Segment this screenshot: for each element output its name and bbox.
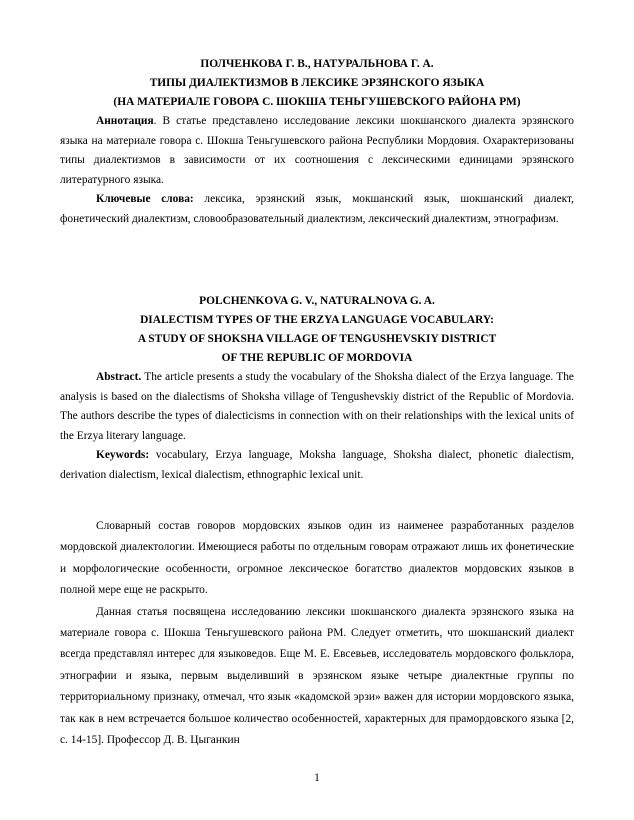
en-abstract <box>60 368 574 446</box>
en-keywords-label: Keywords: <box>96 449 150 462</box>
ru-title-line-1: ТИПЫ ДИАЛЕКТИЗМОВ В ЛЕКСИКЕ ЭРЗЯНСКОГО ЯЗЫКА <box>149 77 485 89</box>
english-header-section <box>60 292 574 486</box>
en-title-line-2: A STUDY OF SHOKSHA VILLAGE OF TENGUSHEVSKIY DISTRICT <box>137 333 497 345</box>
ru-abstract-text: . В статье представлено исследование лексики шокшанского диалекта эрзянского языка на материале говора с. Шокша Теньгушевского района Республики Мордовия. Охарактеризованы типы диалектизмов в зависимости от их соотношения с лексическими единицами эрзянского литературного языка. <box>60 115 574 186</box>
ru-abstract <box>60 112 574 190</box>
en-title-line-3: OF THE REPUBLIC OF MORDOVIA <box>221 352 413 364</box>
ru-keywords-label: Ключевые слова: <box>96 193 194 206</box>
ru-authors: ПОЛЧЕНКОВА Г. В., НАТУРАЛЬНОВА Г. А. <box>200 58 434 70</box>
body-paragraph-2: Данная статья посвящена исследованию лексики шокшанского диалекта эрзянского языка на материале говора с. Шокша Теньгушевского района РМ. Следует отметить, что шокшанский диалект всегда представлял интерес для языковедов. Еще М. Е. Евсевьев, исследователь мордовского фольклора, этнографии и языка, первым выделивший в эрзянском языке четыре диалектные группы по территориальному признаку, отмечал, что язык «кадомской эрзи» важен для истории мордовского языка, так как в нем встречается большое количество особенностей, характерных для прамордовского языка [2, с. 14-15]. Профессор Д. В. Цыганкин <box>60 605 574 747</box>
ru-title-line-2: (НА МАТЕРИАЛЕ ГОВОРА С. ШОКША ТЕНЬГУШЕВСКОГО РАЙОНА РМ) <box>113 96 521 108</box>
russian-header-section <box>60 55 574 230</box>
en-keywords-text: vocabulary, Erzya language, Moksha language, Shoksha dialect, phonetic dialectism, derivation dialectism, lexical dialectism, ethnographic lexical unit. <box>60 449 574 481</box>
en-authors: POLCHENKOVA G. V., NATURALNOVA G. A. <box>199 295 435 307</box>
ru-keywords-text: лексика, эрзянский язык, мокшанский язык, шокшанский диалект, фонетический диалектизм, словообразовательный диалектизм, лексический диалектизм, этнографизм. <box>60 193 574 225</box>
body-paragraph-1: Словарный состав говоров мордовских языков один из наименее разработанных разделов мордовской диалектологии. Имеющиеся работы по отдельным говорам отражают лишь их фонетические и морфологические особенности, огромное лексическое богатство диалектов мордовских языков в полной мере еще не раскрыто. <box>60 520 574 597</box>
page-number: 1 <box>314 772 320 784</box>
ru-keywords <box>60 190 574 229</box>
article-body <box>60 516 574 751</box>
en-abstract-text: The article presents a study the vocabulary of the Shoksha dialect of the Erzya language. The analysis is based on the dialectisms of Shoksha village of Tengushevskiy district of the Republic of Mordovia. The authors describe the types of dialecticisms in connection with on their relationships with the lexical units of the Erzya literary language. <box>60 371 574 442</box>
ru-abstract-label: Аннотация <box>96 115 154 127</box>
en-abstract-label: Abstract. <box>96 371 142 383</box>
en-title-line-1: DIALECTISM TYPES OF THE ERZYA LANGUAGE VOCABULARY: <box>140 314 494 326</box>
en-keywords <box>60 446 574 485</box>
